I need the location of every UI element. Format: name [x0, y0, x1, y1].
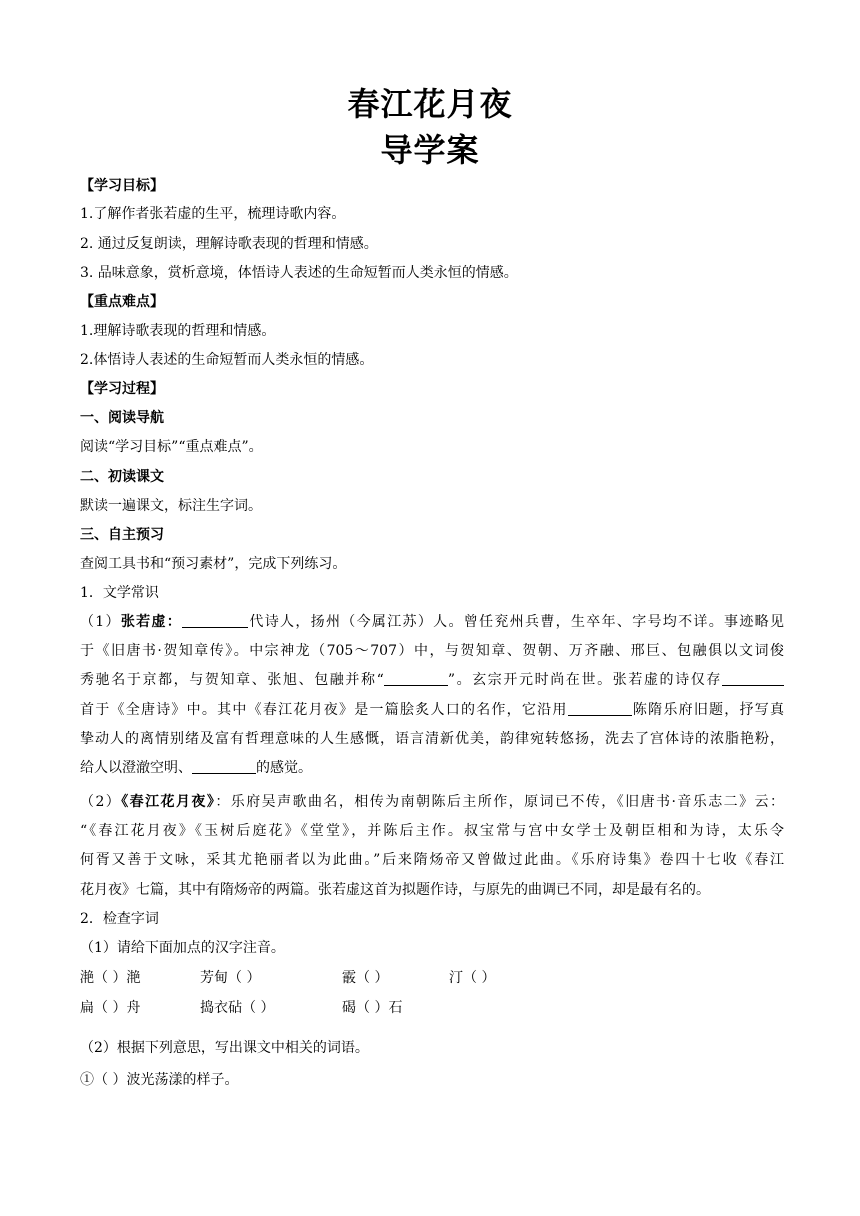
- pinyin-item: 汀（ ）: [449, 970, 496, 986]
- lit-p1-line-2: 于《旧唐书·贺知章传》。中宗神龙（705～707）中，与贺知章、贺朝、万齐融、邢巨、包融俱以文词俊: [80, 643, 784, 659]
- objective-item-2: 2. 通过反复朗读，理解诗歌表现的哲理和情感。: [80, 236, 378, 252]
- lit-p1-text-4a: 首于《全唐诗》中。其中《春江花月夜》是一篇脍炙人口的名作，它沿用: [80, 702, 568, 718]
- words-answer-1: ①（ ）波光荡漾的样子。: [80, 1072, 239, 1088]
- keypoint-item-2: 2.体悟诗人表述的生命短暂而人类永恒的情感。: [80, 352, 374, 368]
- process-heading: 【学习过程】: [80, 381, 164, 397]
- page-title: 春江花月夜: [347, 85, 513, 123]
- keypoint-item-1: 1.理解诗歌表现的哲理和情感。: [80, 323, 276, 339]
- lit-p1-line-4: [80, 700, 784, 720]
- section-3-text: 查阅工具书和“预习素材”，完成下列练习。: [80, 556, 347, 572]
- lit-p2-text-1: ：乐府吴声歌曲名，相传为南朝陈后主所作，原词已不传，《旧唐书·音乐志二》云：: [215, 794, 784, 810]
- lit-p2-name: 《春江花月夜》: [121, 794, 216, 810]
- lit-p1-text-6a: 给人以澄澈空明、: [80, 760, 192, 776]
- section-2-text: 默读一遍课文，标注生字词。: [80, 498, 262, 514]
- page-subtitle: 导学案: [380, 131, 480, 169]
- blank-2: [384, 671, 448, 686]
- blank-3: [722, 671, 784, 686]
- pinyin-item: 扁（ ）舟: [80, 1000, 141, 1016]
- lit-p1-text-4b: 陈隋乐府旧题，抒写真: [631, 702, 785, 718]
- lit-p2-line-2: “《春江花月夜》《玉树后庭花》《堂堂》，并陈后主作。叔宝常与宫中女学士及朝臣相和为诗，太乐令: [80, 823, 784, 839]
- pinyin-item: 霰（ ）: [342, 970, 389, 986]
- section-2-heading: 二、初读课文: [80, 469, 164, 485]
- words-heading: 2．检查字词: [80, 911, 159, 927]
- lit-p1-text-6b: 的感觉。: [256, 760, 312, 776]
- lit-p1-line-5: 挚动人的离情别绪及富有哲理意味的人生感慨，语言清新优美，韵律宛转悠扬，洗去了宫体诗的浓脂艳粉，: [80, 731, 784, 747]
- lit-p1-text-3a: 秀驰名于京都，与贺知章、张旭、包融并称“: [80, 672, 384, 688]
- section-1-text: 阅读“学习目标”“重点难点”。: [80, 439, 263, 455]
- lit-p1-line-1: [80, 612, 784, 632]
- lit-p2-line-1: [80, 792, 784, 812]
- section-3-heading: 三、自主预习: [80, 527, 164, 543]
- lit-p1-text-1: 代诗人，扬州（今属江苏）人。曾任兖州兵曹，生卒年、字号均不详。事迹略见: [248, 614, 784, 630]
- pinyin-item: 捣衣砧（ ）: [200, 1000, 275, 1016]
- section-1-heading: 一、阅读导航: [80, 410, 164, 426]
- objective-item-1: 1.了解作者张若虚的生平，梳理诗歌内容。: [80, 206, 346, 222]
- blank-5: [192, 759, 256, 774]
- pinyin-item: 碣（ ）石: [342, 1000, 403, 1016]
- words-question-2: （2）根据下列意思，写出课文中相关的词语。: [80, 1040, 369, 1056]
- lit-p2-line-4: 花月夜》七篇，其中有隋炀帝的两篇。张若虚这首为拟题作诗，与原先的曲调已不同，却是最有名的。: [80, 882, 710, 898]
- pinyin-item: 芳甸（ ）: [200, 970, 261, 986]
- keypoints-heading: 【重点难点】: [80, 294, 164, 310]
- blank-4: [568, 701, 632, 716]
- objectives-heading: 【学习目标】: [80, 178, 164, 194]
- words-question-1: （1）请给下面加点的汉字注音。: [80, 940, 285, 956]
- lit-p2-label: （2）: [80, 794, 122, 810]
- lit-p1-line-3: [80, 670, 784, 690]
- lit-p1-name: 张若虚：: [120, 614, 183, 630]
- lit-p2-line-3: 何胥又善于文咏，采其尤艳丽者以为此曲。”后来隋炀帝又曾做过此曲。《乐府诗集》卷四十七收《春江: [80, 852, 784, 868]
- literature-heading: 1．文学常识: [80, 585, 159, 601]
- pinyin-item: 滟（ ）滟: [80, 970, 141, 986]
- lit-p1-label: （1）: [80, 614, 121, 630]
- objective-item-3: 3. 品味意象，赏析意境，体悟诗人表述的生命短暂而人类永恒的情感。: [80, 265, 518, 281]
- lit-p1-line-6: [80, 758, 784, 778]
- lit-p1-text-3b: ”。玄宗开元时尚在世。张若虚的诗仅存: [447, 672, 723, 688]
- blank-1: [182, 613, 248, 628]
